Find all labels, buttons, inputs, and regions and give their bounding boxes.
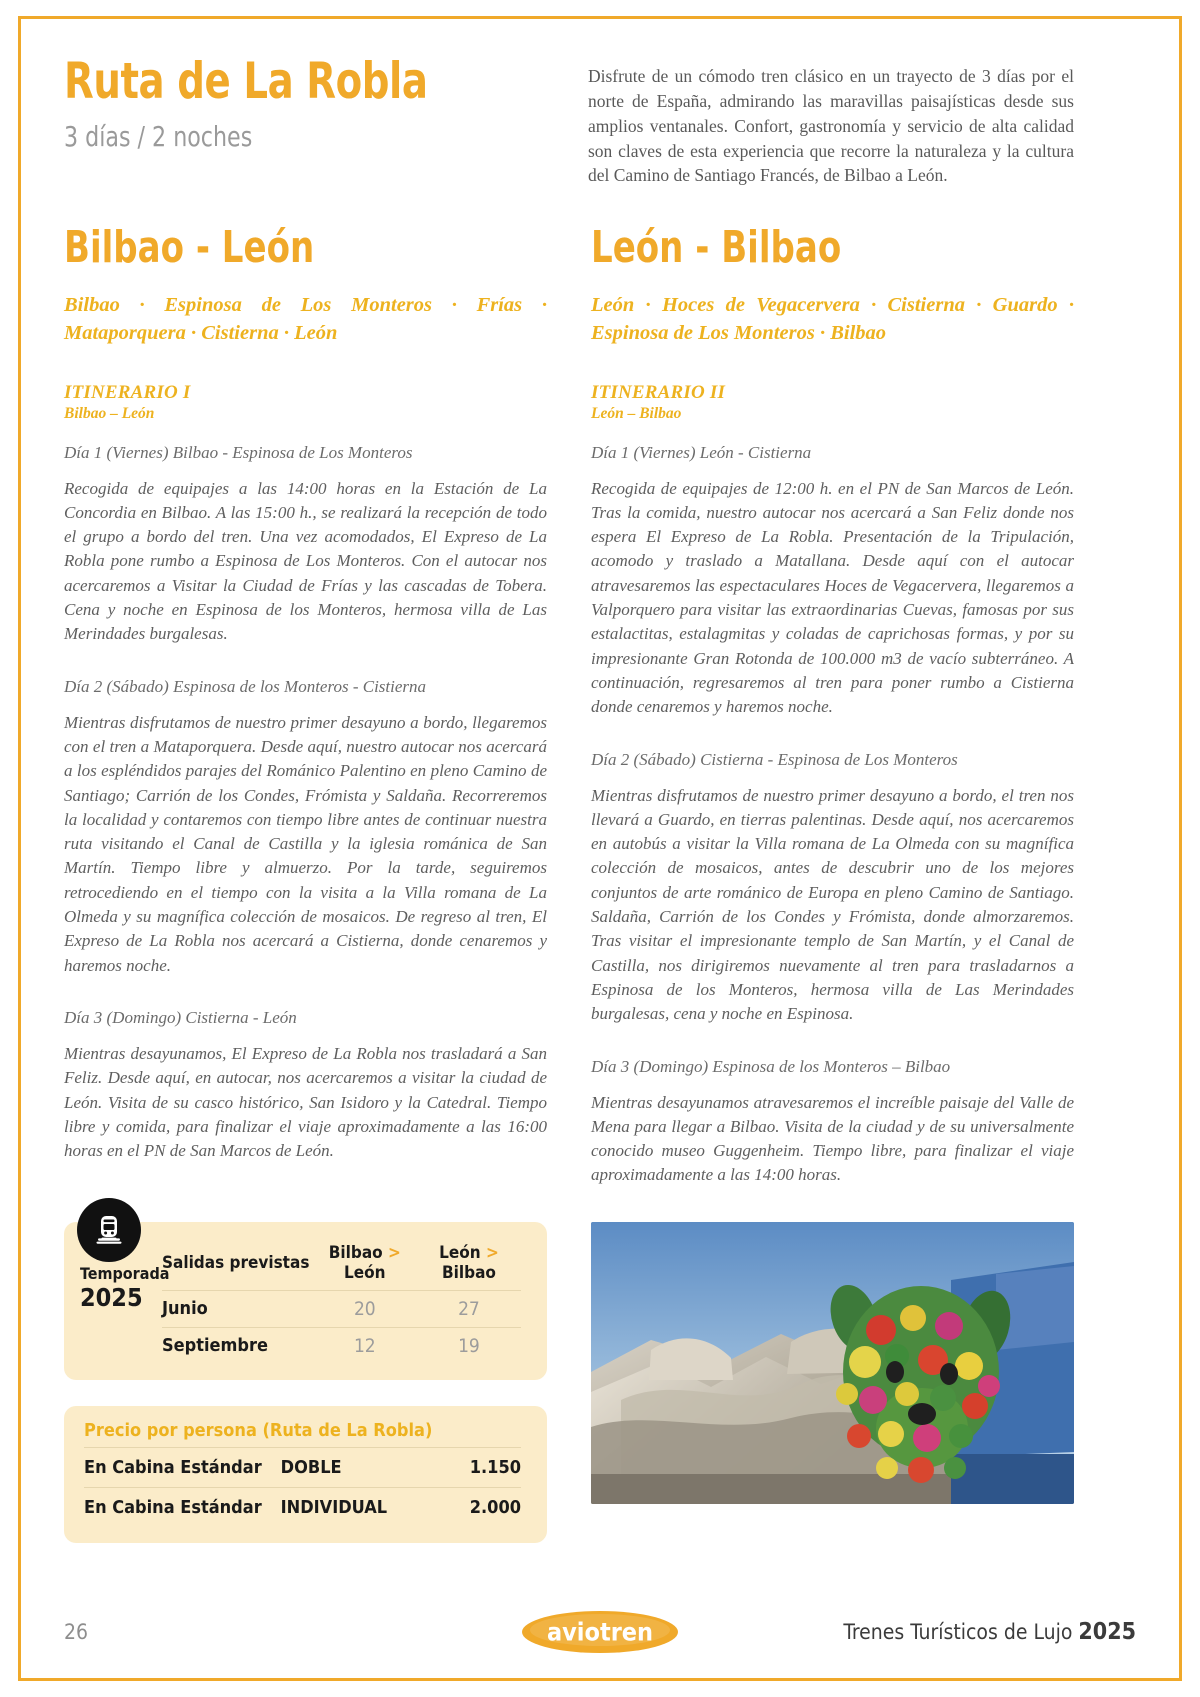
- arrow-icon: >: [485, 1242, 499, 1263]
- page-content: [64, 52, 1074, 1543]
- date-bilbao-leon: 20: [313, 1290, 417, 1327]
- day-description: Mientras desayunamos atravesaremos el increíble paisaje del Valle de Mena para llegar a Bilbao. Visita de la ciudad y de su universalmente conocido museo Guggenheim. Tiempo libre, para finalizar el viaje aproximadamente a las 14:00 horas.: [591, 1092, 1074, 1185]
- itinerary-route: Bilbao – León: [64, 404, 155, 422]
- cabin-type: En Cabina Estándar: [84, 1487, 281, 1527]
- schedule-table: [162, 1236, 521, 1364]
- itinerary-column-bilbao-leon: [64, 222, 547, 1187]
- bottom-section: [64, 1222, 1074, 1543]
- page-number: 26: [64, 1620, 89, 1644]
- route-destination: León: [344, 1262, 386, 1283]
- route-origin: León: [439, 1242, 481, 1263]
- table-row: [162, 1327, 521, 1364]
- price-amount: 1.150: [425, 1447, 521, 1487]
- day-description: Mientras disfrutamos de nuestro primer desayuno a bordo, llegaremos con el tren a Mataporquera. Desde aquí, nuestro autocar nos acercará a los espléndidos parajes del Románico Palentino en pleno Camino de Santiago; Carrión de los Condes, Frómista y Saldaña. Recorreremos la localidad y contaremos con tiempo libre antes de continuar nuestra ruta visitando el Canal de Castilla y la iglesia románica de San Martín. Tiempo libre y almuerzo. Por la tarde, seguiremos retrocediendo en el tiempo con la visita a la Villa romana de La Olmeda y su magnífica colección de mosaicos. De regreso al tren, El Expreso de La Robla nos acercará a Cistierna, donde cenaremos y haremos noche.: [64, 712, 547, 975]
- price-table: [84, 1447, 521, 1527]
- column-stops: León · Hoces de Vegacervera · Cistierna · Guardo · Espinosa de Los Monteros · Bilbao: [591, 294, 1074, 344]
- itinerary-route: León – Bilbao: [591, 404, 682, 422]
- itineraries-section: [64, 222, 1074, 1187]
- header-right: [588, 56, 1074, 188]
- day-heading: Día 2 (Sábado) Espinosa de los Monteros - Cistierna: [64, 676, 427, 696]
- guggenheim-puppy-photo: [591, 1222, 1074, 1504]
- page-footer: [64, 1619, 1136, 1645]
- occupancy-type: INDIVIDUAL: [281, 1487, 425, 1527]
- header-section: [64, 52, 1074, 188]
- train-icon: [77, 1198, 141, 1262]
- day-heading: Día 3 (Domingo) Espinosa de los Monteros – Bilbao: [591, 1056, 951, 1076]
- itinerary-column-leon-bilbao: [591, 222, 1074, 1187]
- table-row: [162, 1290, 521, 1327]
- day-description: Mientras disfrutamos de nuestro primer desayuno a bordo, el tren nos llevará a Guardo, en tierras palentinas. Desde aquí, nos acercaremos en autobús a visitar la Villa romana de La Olmeda con su magnífica colección de mosaicos, antes de descubrir uno de los mejores conjuntos de arte románico de Europa en pleno Camino de Santiago. Saldaña, Carrión de los Condes y Frómista, donde almorzaremos. Tras visitar el impresionante templo de San Martín, y el Canal de Castilla, nos dirigiremos nuevamente al tren para trasladarnos a Espinosa de los Monteros, hermosa villa de Las Merindades burgalesas, cena y noche en Espinosa.: [591, 785, 1074, 1024]
- intro-paragraph: Disfrute de un cómodo tren clásico en un trayecto de 3 días por el norte de España, admirando las maravillas paisajísticas desde sus amplios ventanales. Confort, gastronomía y servicio de alta calidad son claves de esta experiencia que recorre la naturaleza y la cultura del Camino de Santiago Francés, de Bilbao a León.: [588, 66, 1074, 186]
- day-description: Mientras desayunamos, El Expreso de La Robla nos trasladará a San Feliz. Desde aquí, en autocar, nos acercaremos a visitar la ciudad de León. Visita de su casco histórico, San Isidoro y la Catedral. Tiempo libre y comida, para finalizar el viaje aproximadamente a las 16:00 horas en el PN de San Marcos de León.: [64, 1043, 547, 1161]
- table-header-row: [162, 1236, 521, 1291]
- header-left: [64, 52, 544, 153]
- footer-right-text: [843, 1619, 1136, 1645]
- price-amount: 2.000: [425, 1487, 521, 1527]
- column-title: Bilbao - León: [64, 222, 315, 274]
- duration-label: 3 días / 2 noches: [64, 120, 253, 153]
- day-heading: Día 3 (Domingo) Cistierna - León: [64, 1007, 297, 1027]
- day-heading: Día 2 (Sábado) Cistierna - Espinosa de Los Monteros: [591, 749, 958, 769]
- aviotren-logo: [520, 1604, 680, 1660]
- itinerary-label: ITINERARIO I: [64, 381, 191, 403]
- brand-name-primary: avio: [546, 1617, 600, 1647]
- col-header-leon-bilbao: [417, 1236, 521, 1291]
- photo-block: [591, 1222, 1074, 1504]
- season-year: 2025: [80, 1282, 143, 1312]
- month-cell: Junio: [162, 1290, 313, 1327]
- season-label: Temporada: [80, 1263, 170, 1283]
- date-leon-bilbao: 19: [458, 1334, 480, 1357]
- day-description: Recogida de equipajes a las 14:00 horas en la Estación de La Concordia en Bilbao. A las 15:00 h., se realizará la recepción de todo el grupo a bordo del tren. Una vez acomodados, El Expreso de La Robla pone rumbo a Espinosa de Los Monteros. Con el autocar nos acercaremos a Visitar la Ciudad de Frías y las cascadas de Tobera. Cena y noche en Espinosa de los Monteros, hermosa villa de Las Merindades burgalesas.: [64, 478, 547, 644]
- page-title: Ruta de La Robla: [64, 52, 428, 110]
- occupancy-type: DOBLE: [281, 1447, 425, 1487]
- schedule-and-price: [64, 1222, 547, 1543]
- price-card: [64, 1406, 547, 1543]
- price-title: Precio por persona (Ruta de La Robla): [84, 1419, 433, 1441]
- footer-caption: Trenes Turísticos de Lujo: [843, 1620, 1073, 1644]
- day-heading: Día 1 (Viernes) León - Cistierna: [591, 442, 812, 462]
- month-cell: Septiembre: [162, 1335, 268, 1357]
- column-stops: Bilbao · Espinosa de Los Monteros · Frías · Mataporquera · Cistierna · León: [64, 294, 547, 344]
- col-header-departures: Salidas previstas: [162, 1236, 313, 1291]
- col-header-bilbao-leon: [313, 1236, 417, 1291]
- footer-year: 2025: [1078, 1619, 1136, 1645]
- day-heading: Día 1 (Viernes) Bilbao - Espinosa de Los Monteros: [64, 442, 413, 462]
- day-description: Recogida de equipajes de 12:00 h. en el PN de San Marcos de León. Tras la comida, nuestro autocar nos acercará a San Feliz donde nos espera El Expreso de La Robla. Presentación de la Tripulación, acomodo y traslado a Matallana. Desde aquí con el autocar atravesaremos las espectaculares Hoces de Vegacervera, llegaremos a Valporquero para visitar las extraordinarias Cuevas, famosas por sus estalactitas, estalagmitas y coladas de caprichosas formas, y por su impresionante Gran Rotonda de 100.000 m3 de vacío subterráneo. A continuación, regresaremos al tren para poner rumbo a Cistierna donde cenaremos y haremos noche.: [591, 478, 1074, 717]
- date-bilbao-leon: 12: [353, 1334, 376, 1357]
- arrow-icon: >: [388, 1242, 401, 1263]
- itinerary-label: ITINERARIO II: [591, 381, 726, 403]
- route-origin: Bilbao: [328, 1242, 383, 1263]
- table-row: [84, 1487, 521, 1527]
- table-row: [84, 1447, 521, 1487]
- column-title: León - Bilbao: [591, 222, 842, 274]
- route-destination: Bilbao: [441, 1262, 496, 1283]
- brand-name-secondary: tren: [599, 1617, 654, 1647]
- cabin-type: En Cabina Estándar: [84, 1447, 281, 1487]
- season-label-group: [80, 1263, 170, 1312]
- schedule-block: [64, 1222, 547, 1380]
- date-leon-bilbao: 27: [417, 1290, 521, 1327]
